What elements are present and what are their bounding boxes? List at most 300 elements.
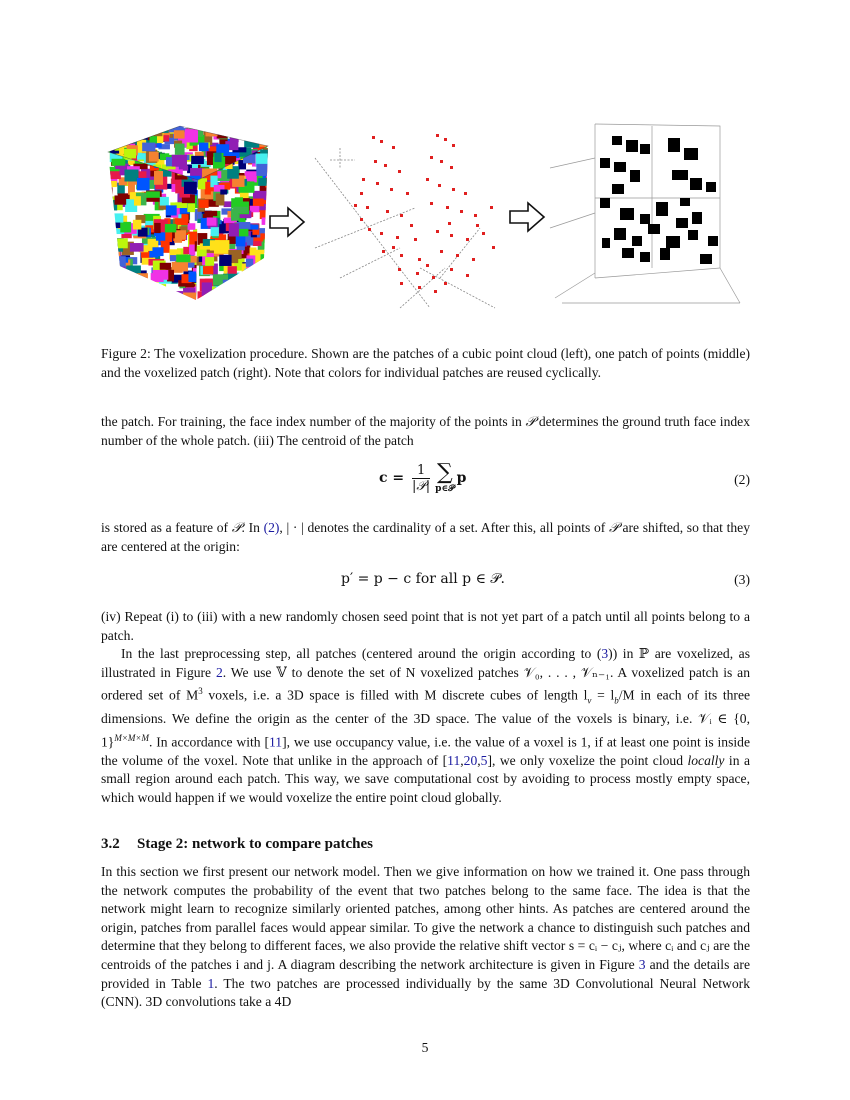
patch-point (432, 276, 435, 279)
voxel (614, 228, 626, 240)
cube-patch (114, 238, 128, 248)
cube-patch (133, 220, 141, 230)
cube-patch (265, 178, 279, 188)
patch-point (438, 184, 441, 187)
patch-point (398, 268, 401, 271)
cube-patch (260, 138, 266, 143)
patch-point (430, 156, 433, 159)
voxel (600, 198, 610, 208)
cube-patch (169, 300, 183, 312)
voxel (612, 136, 622, 145)
cube-patch (187, 203, 195, 212)
cube-patch (261, 254, 271, 265)
patch-point (436, 134, 439, 137)
patch-point (450, 234, 453, 237)
cube-patch (267, 243, 275, 256)
cube-patch (127, 287, 135, 299)
cube-patch (235, 277, 247, 289)
cube-patch (269, 266, 276, 279)
paragraph-network: In this section we first present our network model. Then we give information on how we trained it. One pass through the network computes the probability of the event that two patches belong to the same face. The idea is that the network might learn to recognize similarly oriented patches, among other hints. As patches are centered around the origin, patches from parallel faces would appear similar. To give the network a chance to distinguish such patches and determine that they belong to different faces, we also provide the relative shift vector s = cᵢ − cⱼ, where cᵢ and cⱼ are the centroids of the patches i and j. A diagram describing the network architecture is given in Figure 3 and the details are provided in Table 1. The two patches are processed individually by the same 3D Convolutional Neural Network (CNN). 3D convolutions take a 4D (101, 864, 750, 1010)
cube-patch (253, 241, 261, 246)
figure-ref-link[interactable]: 3 (638, 956, 646, 972)
patch-point (354, 204, 357, 207)
cube-patch (160, 263, 171, 270)
voxel (640, 252, 650, 262)
cube-patch (267, 154, 273, 159)
cube-patch (254, 277, 266, 288)
figure-ref-link[interactable]: 2 (215, 664, 223, 680)
cube-patch (142, 143, 155, 152)
equation-ref-link[interactable]: (2) (263, 520, 280, 535)
cube-patch (106, 187, 113, 201)
cube-patch (268, 151, 281, 158)
cube-patch (269, 177, 285, 187)
patch-point (380, 232, 383, 235)
cube-patch (269, 294, 283, 303)
citation-link[interactable]: 20 (463, 752, 478, 768)
cube-patch (109, 136, 125, 141)
cube-patch (235, 280, 251, 293)
patch-point (466, 238, 469, 241)
cube-patch (159, 298, 167, 310)
voxel (706, 182, 716, 192)
patch-point (372, 136, 375, 139)
cube-patch (250, 131, 258, 136)
patch-point (380, 140, 383, 143)
cube-patch (267, 145, 280, 152)
cube-patch (204, 211, 217, 216)
cube-patch (236, 124, 243, 129)
cube-patch (238, 285, 254, 293)
cube-patch (268, 152, 278, 158)
figure-voxelization (100, 118, 750, 318)
patch-point (414, 238, 417, 241)
patch-point (392, 146, 395, 149)
cube-patch (254, 280, 266, 291)
cube-patch (114, 213, 123, 222)
cube-patch (129, 125, 138, 136)
patch-point (450, 268, 453, 271)
cube-patch (130, 278, 146, 288)
cube-patch (191, 156, 204, 164)
cube-patch (268, 157, 278, 170)
cube-patch (257, 280, 269, 286)
cube-patch (124, 169, 138, 181)
voxel (612, 184, 624, 194)
voxel (630, 170, 640, 182)
cube-patch (258, 284, 274, 293)
voxel (648, 224, 660, 234)
colored-cube-point-cloud (105, 123, 285, 315)
cube-patch (270, 175, 281, 182)
cube-patch (118, 276, 130, 282)
arrow-right-icon (510, 203, 544, 231)
cube-patch (170, 255, 176, 261)
cube-patch (229, 223, 239, 236)
patch-point (386, 210, 389, 213)
cube-patch (122, 284, 129, 296)
cube-patch (137, 127, 148, 139)
paragraph-repeat: (iv) Repeat (i) to (iii) with a new randomly chosen seed point that is not yet part of a patch until all points belong to a patch. (101, 609, 750, 643)
patch-point (418, 286, 421, 289)
cube-patch (181, 214, 188, 222)
cube-patch (244, 138, 259, 148)
cube-patch (267, 190, 276, 195)
cube-patch (268, 160, 283, 170)
cube-patch (152, 284, 166, 297)
cube-patch (120, 275, 127, 286)
voxel (632, 236, 642, 246)
cube-patch (121, 292, 132, 304)
cube-patch (230, 127, 237, 136)
cube-patch (165, 224, 176, 232)
cube-patch (200, 301, 211, 313)
patch-point (416, 272, 419, 275)
cube-patch (120, 296, 129, 310)
cube-patch (176, 255, 190, 263)
patch-point (440, 250, 443, 253)
cube-patch (111, 296, 120, 301)
cube-patch (115, 195, 127, 204)
cube-patch (133, 125, 141, 137)
patch-point (440, 160, 443, 163)
cube-patch (143, 298, 158, 310)
cube-patch (136, 273, 148, 280)
cube-patch (188, 271, 196, 282)
cube-patch (266, 270, 278, 281)
voxel (700, 254, 712, 264)
cube-patch (108, 171, 121, 179)
cube-patch (106, 269, 121, 279)
patch-point (466, 274, 469, 277)
voxel (622, 248, 634, 258)
cube-patch (136, 289, 149, 297)
cube-patch (267, 277, 282, 288)
cube-patch (255, 274, 268, 281)
cube-patch (268, 296, 281, 303)
cube-patch (257, 263, 268, 268)
cube-patch (115, 284, 130, 292)
cube-patch (126, 265, 141, 278)
cube-patch (217, 129, 228, 139)
cube-patch (199, 301, 208, 315)
cube-patch (184, 182, 197, 194)
cube-patch (116, 296, 125, 306)
cube-patch (259, 264, 266, 271)
cube-patch (255, 123, 261, 130)
voxel (688, 230, 698, 240)
patch-point (400, 254, 403, 257)
cube-patch (160, 197, 169, 206)
patch-point (406, 192, 409, 195)
patch-point (360, 192, 363, 195)
equation-ref-link[interactable]: 3 (601, 646, 609, 661)
cube-patch (149, 152, 159, 162)
cube-patch (124, 149, 136, 158)
patch-point (472, 258, 475, 261)
patch-point (398, 170, 401, 173)
cube-patch (175, 202, 187, 208)
cube-patch (124, 274, 131, 281)
cube-patch (220, 189, 227, 194)
cube-patch (118, 288, 134, 293)
cube-patch (106, 272, 117, 278)
patch-point (400, 282, 403, 285)
voxel (684, 148, 698, 160)
patch-point (460, 210, 463, 213)
patch-point (452, 188, 455, 191)
cube-patch (210, 240, 220, 250)
patch-point (390, 188, 393, 191)
cube-patch (170, 291, 183, 302)
voxel (680, 198, 690, 206)
cube-patch (241, 286, 249, 294)
cube-patch (175, 230, 186, 240)
cube-patch (246, 277, 262, 287)
cube-patch (116, 129, 131, 138)
cube-patch (167, 297, 174, 306)
cube-patch (225, 301, 240, 312)
patch-point (360, 218, 363, 221)
cube-patch (114, 135, 126, 142)
citation-link[interactable]: 11 (447, 752, 461, 768)
voxel (656, 202, 668, 216)
voxel (620, 208, 634, 220)
patch-point (448, 222, 451, 225)
table-ref-link[interactable]: 1 (207, 975, 215, 991)
cube-patch (207, 217, 217, 225)
patch-point (464, 192, 467, 195)
patch-point (452, 144, 455, 147)
cube-patch (239, 292, 254, 299)
patch-point (476, 224, 479, 227)
patch-point (368, 228, 371, 231)
cube-patch (185, 129, 198, 142)
patch-point (426, 178, 429, 181)
cube-patch (237, 302, 252, 313)
voxel (600, 158, 610, 168)
voxel (602, 238, 610, 248)
page-number: 5 (421, 1040, 429, 1055)
patch-point (374, 160, 377, 163)
patch-point (396, 236, 399, 239)
point-patch (315, 134, 495, 308)
paragraph-feature: is stored as a feature of 𝒫. In (2), | · | denotes the cardinality of a set. After this, all points of 𝒫 are shifted, so that they are centered at the origin: (101, 520, 751, 554)
cube-patch (111, 268, 120, 274)
cube-patch (116, 130, 124, 139)
cube-patch (266, 171, 276, 179)
cube-patch (107, 213, 114, 227)
cube-patch (246, 259, 253, 267)
cube-patch (153, 270, 169, 280)
patch-point (362, 178, 365, 181)
cube-patch (247, 286, 259, 297)
cube-patch (155, 302, 161, 313)
cube-patch (233, 282, 243, 293)
cube-patch (204, 299, 213, 310)
cube-patch (266, 195, 278, 207)
cube-patch (130, 285, 144, 298)
cube-patch (264, 137, 276, 144)
cube-patch (243, 297, 254, 307)
patch-point (444, 138, 447, 141)
patch-point (410, 224, 413, 227)
cube-patch (106, 136, 115, 146)
voxel (640, 144, 650, 154)
voxel (666, 236, 680, 248)
cube-patch (265, 297, 278, 306)
equation-2: c = $\frac{1}{\text{|𝒫|}}$ ∑ p∈𝒫 p (2) (379, 460, 750, 494)
cube-patch (230, 129, 239, 143)
voxel (626, 140, 638, 152)
cube-patch (130, 243, 144, 252)
cube-patch (110, 222, 120, 228)
patch-point (450, 166, 453, 169)
patch-point (382, 250, 385, 253)
voxel (708, 236, 718, 246)
cube-patch (134, 297, 142, 308)
voxel (676, 218, 688, 228)
cube-patch (119, 133, 134, 143)
cube-patch (155, 127, 169, 133)
cube-patch (199, 143, 208, 152)
equation-number: (2) (734, 472, 750, 487)
cube-patch (240, 301, 251, 306)
cube-patch (120, 124, 135, 136)
patch-point (444, 282, 447, 285)
cube-patch (266, 232, 273, 244)
patch-point (456, 254, 459, 257)
voxel (692, 212, 702, 224)
cube-patch (219, 255, 231, 266)
cube-patch (188, 223, 196, 230)
cube-patch (236, 294, 244, 304)
citation-link[interactable]: 11 (268, 734, 283, 750)
cube-patch (221, 285, 233, 293)
patch-point (482, 232, 485, 235)
cube-patch (108, 273, 114, 287)
section-heading: 3.2 Stage 2: network to compare patches (101, 836, 373, 852)
cube-patch (258, 178, 272, 186)
cube-patch (250, 287, 259, 292)
cube-patch (120, 283, 126, 291)
cube-patch (263, 266, 271, 273)
cube-patch (203, 266, 213, 274)
patch-point (418, 258, 421, 261)
cube-patch (152, 247, 163, 256)
cube-patch (142, 286, 148, 293)
arrow-right-icon (270, 208, 304, 236)
cube-patch (266, 280, 274, 290)
cube-patch (270, 235, 277, 242)
cube-patch (166, 157, 172, 166)
cube-patch (166, 205, 177, 215)
cube-patch (233, 207, 248, 214)
cube-patch (183, 293, 197, 303)
patch-point (446, 206, 449, 209)
cube-patch (134, 196, 141, 205)
cube-patch (267, 176, 281, 186)
cube-patch (211, 227, 219, 236)
equation-3: p′ = p − c for all p ∈ 𝒫. (3) (341, 571, 750, 587)
voxel (672, 170, 688, 180)
voxel (668, 138, 680, 152)
voxelized-patch (550, 124, 740, 303)
cube-patch (141, 292, 149, 303)
cube-patch (235, 197, 243, 208)
cube-patch (256, 164, 272, 176)
cube-patch (111, 159, 125, 166)
cube-patch (172, 155, 187, 167)
patch-point (436, 230, 439, 233)
cube-patch (108, 134, 121, 139)
cube-patch (236, 295, 248, 306)
patch-point (492, 246, 495, 249)
cube-patch (268, 279, 280, 291)
cube-patch (120, 222, 131, 233)
cube-patch (174, 130, 185, 138)
patch-point (490, 206, 493, 209)
patch-point (474, 214, 477, 217)
patch-point (426, 264, 429, 267)
cube-patch (269, 232, 285, 245)
cube-patch (245, 125, 252, 137)
cube-patch (154, 171, 163, 185)
cube-patch (269, 198, 283, 210)
cube-patch (137, 178, 150, 190)
cube-patch (107, 181, 117, 187)
voxel (640, 214, 650, 224)
citation-link[interactable]: 5 (480, 752, 488, 768)
cube-patch (140, 294, 148, 303)
cube-patch (108, 261, 115, 270)
cube-patch (260, 265, 272, 271)
cube-patch (260, 233, 271, 239)
cube-patch (148, 124, 161, 133)
cube-patch (175, 144, 185, 155)
figure-graphic (100, 118, 750, 318)
figure-caption: Figure 2: The voxelization procedure. Shown are the patches of a cubic point cloud (left), one patch of points (middle) and the voxelized patch (right). Note that colors for individual patches are reused cyclically. (101, 346, 750, 380)
cube-patch (146, 191, 160, 197)
patch-point (430, 202, 433, 205)
cube-patch (245, 287, 253, 292)
cube-patch (123, 285, 134, 291)
cube-patch (154, 223, 160, 233)
patch-point (392, 246, 395, 249)
cube-patch (213, 274, 223, 285)
patch-point (434, 290, 437, 293)
patch-point (384, 164, 387, 167)
equation-number: (3) (734, 572, 750, 587)
cube-patch (228, 280, 239, 288)
cube-patch (236, 235, 246, 247)
patch-point (366, 206, 369, 209)
cube-patch (169, 293, 181, 299)
cube-patch (189, 245, 195, 256)
cube-patch (113, 267, 126, 278)
patch-point (400, 214, 403, 217)
cube-patch (269, 283, 281, 288)
voxel (614, 162, 626, 172)
cube-patch (168, 296, 179, 308)
cube-patch (199, 200, 209, 208)
patch-point (376, 182, 379, 185)
cube-patch (124, 134, 133, 140)
cube-patch (245, 268, 254, 278)
cube-patch (105, 291, 116, 304)
paragraph-voxelize: In the last preprocessing step, all patches (centered around the origin according to (3)) in ℙ are voxelized, as illustrated in Figure 2. We use 𝕍 to denote the set of N voxelized patches 𝒱₀, . . . , 𝒱ₙ₋₁. A voxelized patch is an ordered set of $M^3$ voxels, i.e. a 3D space is filled with M discrete cubes of length $l_v = l_b/M$ in each of its three dimensions. We define the origin as the center of the 3D space. The value of the voxels is binary, i.e. 𝒱ᵢ ∈ {0, 1}$^{M\times M\times M}$. In accordance with [11], we use occupancy value, i.e. the value of a voxel is 1, if at least one point is inside the volume of the voxel. Note that unlike in the approach of [11,20,5], we only voxelize the point cloud locally in a small region around each patch. This way, we save computational cost by avoiding to process mostly empty space, which would happen if we would voxelize the entire point cloud globally. (101, 646, 751, 805)
cube-patch (270, 259, 285, 267)
